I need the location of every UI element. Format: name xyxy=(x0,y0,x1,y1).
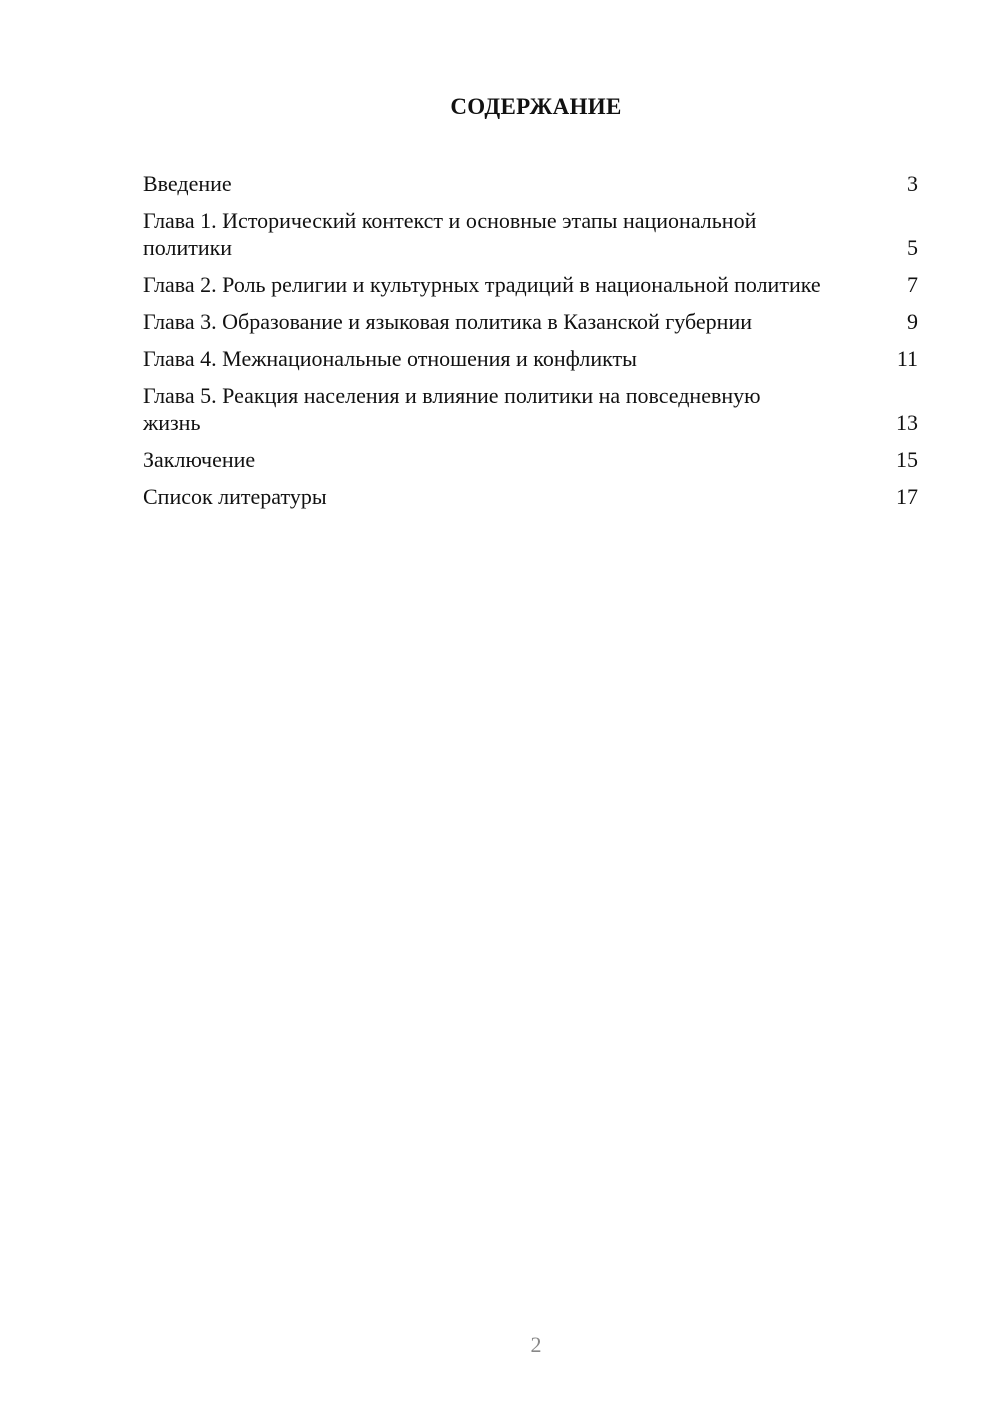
toc-entry-chapter-5 xyxy=(143,382,920,436)
toc-entry-chapter-2 xyxy=(143,271,920,298)
toc-entry-chapter-3 xyxy=(143,308,920,335)
toc-entry-label: Заключение xyxy=(143,447,256,472)
toc-entry-page: 17 xyxy=(896,484,918,509)
toc-entry-page: 9 xyxy=(907,309,918,334)
toc-entry-page: 3 xyxy=(907,171,918,196)
toc-entry-label: Введение xyxy=(143,171,232,196)
toc-entry-label: Глава 1. Исторический контекст и основные этапы национальной политики xyxy=(143,208,757,260)
toc-entry-label: Список литературы xyxy=(143,484,327,509)
toc-entry-page: 7 xyxy=(907,272,918,297)
toc-entry-label: Глава 2. Роль религии и культурных традиций в национальной политике xyxy=(143,272,821,297)
toc-entry-chapter-4 xyxy=(143,345,920,372)
page-title: СОДЕРЖАНИЕ xyxy=(450,94,622,119)
toc-entry-label: Глава 4. Межнациональные отношения и конфликты xyxy=(143,346,637,371)
toc-entry-label: Глава 5. Реакция населения и влияние политики на повседневную жизнь xyxy=(143,383,761,435)
toc-entry-page: 15 xyxy=(896,447,918,472)
toc-entry-page: 11 xyxy=(896,346,918,371)
toc-entry-chapter-1 xyxy=(143,207,920,261)
table-of-contents xyxy=(143,170,920,520)
toc-entry-label: Глава 3. Образование и языковая политика в Казанской губернии xyxy=(143,309,753,334)
toc-entry-page: 13 xyxy=(896,410,918,435)
toc-entry-bibliography xyxy=(143,483,920,510)
page-number: 2 xyxy=(530,1332,542,1357)
toc-entry-introduction xyxy=(143,170,920,197)
toc-entry-page: 5 xyxy=(907,235,918,260)
toc-entry-conclusion xyxy=(143,446,920,473)
